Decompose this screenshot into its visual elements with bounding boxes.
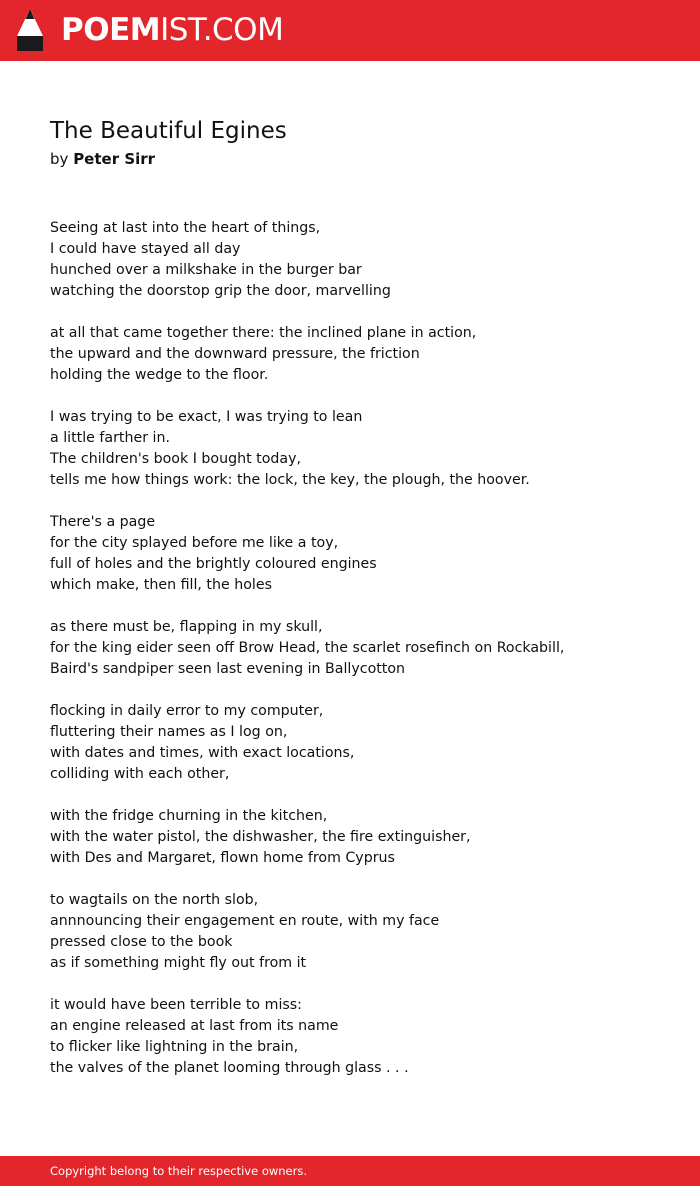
copyright-text: Copyright belong to their respective owners. <box>50 1164 308 1178</box>
poem-line: with the fridge churning in the kitchen, <box>50 808 328 824</box>
poem-line: for the king eider seen off Brow Head, the scarlet rosefinch on Rockabill, <box>50 640 565 656</box>
brand-bold-text: POEM <box>61 12 161 48</box>
site-footer <box>0 1156 700 1186</box>
poem-stanza <box>50 323 670 386</box>
site-header <box>0 0 700 61</box>
by-label: by <box>50 150 69 168</box>
poem-line: to wagtails on the north slob, <box>50 892 259 908</box>
poem-line: for the city splayed before me like a toy, <box>50 535 339 551</box>
poem-stanza <box>50 218 670 302</box>
poem-line: as there must be, flapping in my skull, <box>50 619 323 635</box>
poem-line: which make, then fill, the holes <box>50 577 272 593</box>
poem-line: an engine released at last from its name <box>50 1018 339 1034</box>
poem-line: watching the doorstop grip the door, marvelling <box>50 283 391 299</box>
poem-stanza <box>50 617 670 680</box>
poem-line: Seeing at last into the heart of things, <box>50 220 321 236</box>
poem-stanza <box>50 995 670 1079</box>
poem-byline <box>50 148 155 170</box>
poem-stanza <box>50 806 670 869</box>
poem-line: as if something might fly out from it <box>50 955 307 971</box>
poem-line: fluttering their names as I log on, <box>50 724 288 740</box>
site-logo-link[interactable] <box>61 12 283 48</box>
poem-line: flocking in daily error to my computer, <box>50 703 324 719</box>
poem-line: tells me how things work: the lock, the key, the plough, the hoover. <box>50 472 530 488</box>
poem-stanza <box>50 890 670 974</box>
poem-line: holding the wedge to the floor. <box>50 367 269 383</box>
poem-stanza <box>50 512 670 596</box>
poem-title: The Beautiful Egines <box>50 118 287 144</box>
poem-line: There's a page <box>50 514 156 530</box>
poem-line: I could have stayed all day <box>50 241 241 257</box>
poem-line: full of holes and the brightly coloured engines <box>50 556 377 572</box>
poem-stanza <box>50 701 670 785</box>
poem-line: annnouncing their engagement en route, with my face <box>50 913 440 929</box>
poem-body <box>50 218 670 1100</box>
poem-line: a little farther in. <box>50 430 170 446</box>
poem-line: at all that came together there: the inclined plane in action, <box>50 325 477 341</box>
poem-line: colliding with each other, <box>50 766 230 782</box>
poem-line: it would have been terrible to miss: <box>50 997 302 1013</box>
poem-line: I was trying to be exact, I was trying to lean <box>50 409 363 425</box>
poem-line: pressed close to the book <box>50 934 233 950</box>
poem-line: the valves of the planet looming through glass . . . <box>50 1060 409 1076</box>
poem-stanza <box>50 407 670 491</box>
poem-line: with the water pistol, the dishwasher, the fire extinguisher, <box>50 829 471 845</box>
poem-line: Baird's sandpiper seen last evening in Ballycotton <box>50 661 406 677</box>
brand-light-text: IST.COM <box>160 12 284 48</box>
poem-author: Peter Sirr <box>73 150 156 168</box>
poem-line: with dates and times, with exact locations, <box>50 745 355 761</box>
poem-line: to flicker like lightning in the brain, <box>50 1039 299 1055</box>
pencil-tip-icon[interactable] <box>17 9 43 51</box>
poem-line: The children's book I bought today, <box>50 451 302 467</box>
poem-line: the upward and the downward pressure, the friction <box>50 346 420 362</box>
poem-line: with Des and Margaret, flown home from Cyprus <box>50 850 395 866</box>
poem-line: hunched over a milkshake in the burger bar <box>50 262 362 278</box>
